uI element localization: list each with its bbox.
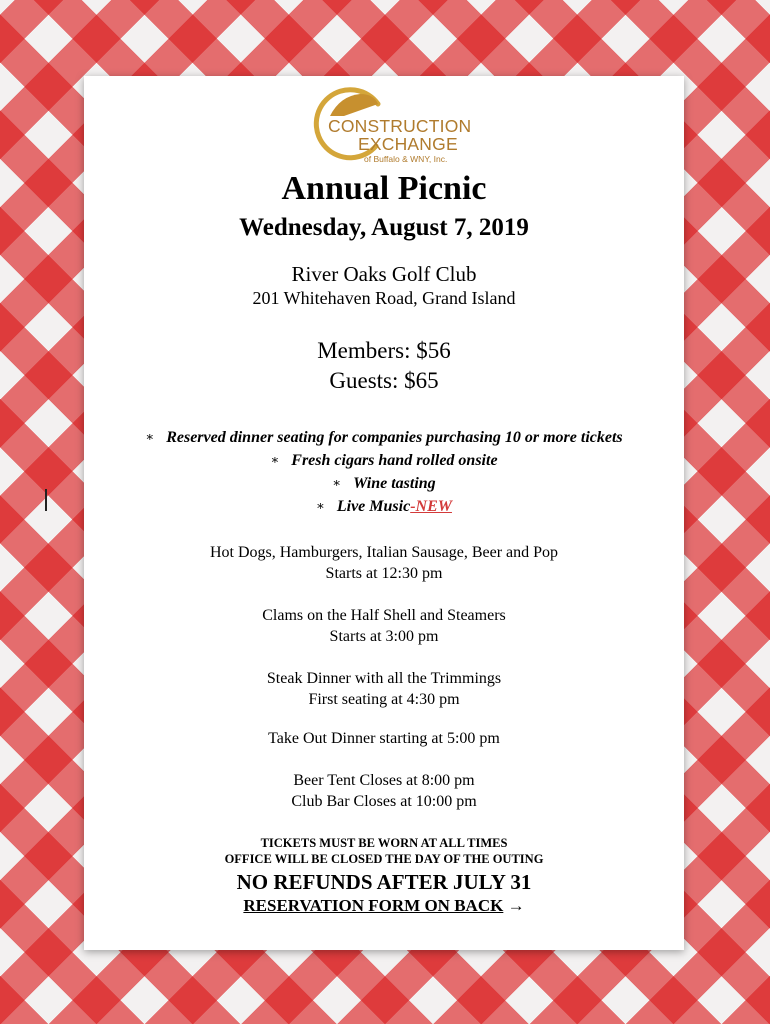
event-date: Wednesday, August 7, 2019 [239,214,529,241]
members-price: Members: $56 [317,338,451,363]
highlight-text: Wine tasting [353,475,436,492]
highlight-item [84,495,684,518]
bullet-asterisk-icon: ∗ [145,429,155,444]
schedule-time: Club Bar Closes at 10:00 pm [291,793,477,810]
schedule [84,542,684,812]
schedule-description: Clams on the Half Shell and Steamers [262,607,506,624]
guests-price: Guests: $65 [329,368,439,393]
new-badge: -NEW [410,498,452,515]
schedule-item [84,542,684,584]
logo-text-tagline: of Buffalo & WNY, Inc. [364,154,448,164]
venue-address: 201 Whitehaven Road, Grand Island [252,288,516,308]
schedule-description: Hot Dogs, Hamburgers, Italian Sausage, Beer and Pop [209,544,559,561]
schedule-item [84,668,684,710]
logo-text-exchange: EXCHANGE [358,134,458,154]
reservation-form-link[interactable]: RESERVATION FORM ON BACK [243,896,504,915]
schedule-item [84,770,684,812]
event-title: Annual Picnic [281,170,487,207]
schedule-description: Steak Dinner with all the Trimmings [266,670,502,687]
schedule-time: Starts at 3:00 pm [329,628,439,645]
schedule-item [84,728,684,749]
highlight-text: Live Music [336,498,411,515]
venue-name: River Oaks Golf Club [291,262,477,286]
tickets-notice: TICKETS MUST BE WORN AT ALL TIMES [260,836,508,850]
bullet-asterisk-icon: ∗ [270,452,280,467]
bullet-asterisk-icon: ∗ [316,498,325,513]
bullet-asterisk-icon: ∗ [332,475,342,490]
highlight-text: Fresh cigars hand rolled onsite [291,452,498,469]
page-edge-mark [45,489,47,511]
highlight-item [84,472,684,495]
office-closed-notice: OFFICE WILL BE CLOSED THE DAY OF THE OUTING [224,852,544,866]
logo-text-construction: CONSTRUCTION [328,116,472,136]
schedule-time: First seating at 4:30 pm [308,691,460,708]
schedule-item [84,605,684,647]
no-refunds-notice: NO REFUNDS AFTER JULY 31 [236,870,532,894]
schedule-description: Beer Tent Closes at 8:00 pm [293,772,475,789]
highlight-item [84,449,684,472]
construction-exchange-logo [304,82,472,164]
highlights-list [84,426,684,518]
highlight-item [84,426,684,449]
reservation-notice [84,896,684,916]
ticket-notices [84,835,684,867]
schedule-description: Take Out Dinner starting at 5:00 pm [268,730,500,747]
flyer-page [84,76,684,950]
schedule-time: Starts at 12:30 pm [325,565,443,582]
highlight-text: Reserved dinner seating for companies purchasing 10 or more tickets [166,429,623,446]
arrow-right-icon: → [507,896,525,915]
